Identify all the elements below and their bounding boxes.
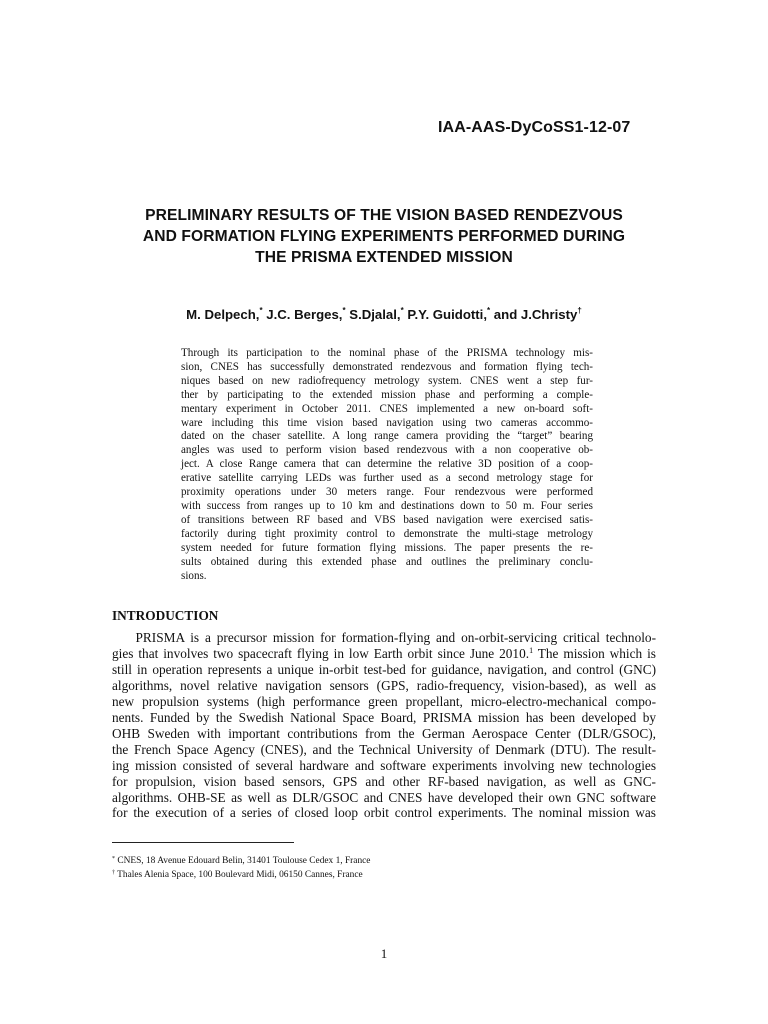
abstract	[181, 347, 593, 583]
abstract-line: with success from ranges up to 10 km and destinations down to 50 m. Four series	[181, 499, 593, 512]
author-mark: *	[259, 306, 263, 315]
body-line-text: gies that involves two spacecraft flying in low Earth orbit since June 2010.	[112, 645, 530, 661]
abstract-line: mentary experiment in October 2011. CNES implemented a new on-board soft-	[181, 402, 593, 415]
footnote-mark: *	[112, 856, 115, 862]
body-line: for propulsion, vision based sensors, GPS and other RF-based navigation, as well as GNC-	[112, 773, 656, 789]
abstract-line: factorily during tight proximity control to demonstrate the multi-stage metrology	[181, 527, 593, 540]
title-line: PRELIMINARY RESULTS OF THE VISION BASED RENDEZVOUS	[145, 207, 623, 224]
abstract-line: ware including this time vision based navigation using two cameras accommo-	[181, 416, 593, 429]
author-mark: *	[400, 306, 404, 315]
abstract-line: system needed for future formation flying missions. The paper presents the re-	[181, 541, 593, 554]
footnote	[112, 869, 370, 883]
abstract-line: angles was used to perform vision based rendezvous with a non cooperative ob-	[181, 444, 593, 457]
title-line: THE PRISMA EXTENDED MISSION	[255, 249, 513, 266]
author-name: and J.Christy	[490, 307, 578, 322]
citation-mark: 1	[529, 645, 534, 655]
body-line	[112, 646, 656, 662]
body-line: PRISMA is a precursor mission for formation-flying and on-orbit-servicing critical technolo-	[112, 630, 656, 645]
author-name: J.C. Berges,	[262, 307, 343, 322]
body-line: nents. Funded by the Swedish National Space Board, PRISMA mission has been developed by	[112, 709, 656, 725]
body-line: for the execution of a series of closed loop orbit control experiments. The nominal mission was	[112, 805, 656, 821]
footnote	[112, 855, 370, 869]
body-line: algorithms, novel relative navigation sensors (GPS, radio-frequency, vision-based), as well as	[112, 677, 656, 693]
introduction-body	[112, 630, 656, 821]
body-line: algorithms. OHB-SE as well as DLR/GSOC and CNES have developed their own GNC software	[112, 789, 656, 805]
body-line: new propulsion systems (high performance green propellant, micro-electro-mechanical compo-	[112, 693, 656, 709]
author-name: P.Y. Guidotti,	[403, 307, 488, 322]
abstract-line: Through its participation to the nominal phase of the PRISMA technology mis-	[181, 347, 593, 359]
section-heading: INTRODUCTION	[112, 608, 219, 623]
paper-id: IAA-AAS-DyCoSS1-12-07	[438, 119, 631, 136]
abstract-line: ject. A close Range camera that can determine the relative 3D position of a coop-	[181, 458, 593, 471]
abstract-line: niques based on new radiofrequency metrology system. CNES went a step fur-	[181, 374, 593, 387]
footnote-mark: †	[112, 869, 115, 876]
abstract-line: of transitions between RF based and VBS based navigation were exercised satis-	[181, 513, 593, 526]
author-mark: *	[487, 306, 491, 315]
footnotes	[112, 855, 370, 882]
abstract-line: erative satellite carrying LEDs was further used as a second metrology stage for	[181, 472, 593, 485]
page-number: 1	[380, 946, 388, 961]
abstract-line: sults obtained during this extended phase and outlines the preliminary conclu-	[181, 555, 593, 568]
author-name: S.Djalal,	[345, 307, 401, 322]
body-line: the French Space Agency (CNES), and the Technical University of Denmark (DTU). The result-	[112, 741, 656, 757]
author-list	[100, 307, 668, 322]
author-mark: *	[342, 306, 346, 315]
abstract-line: sions.	[181, 569, 207, 582]
footnote-text: Thales Alenia Space, 100 Boulevard Midi, 06150 Cannes, France	[115, 869, 363, 880]
paper-title	[98, 205, 670, 268]
footnote-text: CNES, 18 Avenue Edouard Belin, 31401 Toulouse Cedex 1, France	[115, 856, 371, 866]
body-line: OHB Sweden with important contributions from the German Aerospace Center (DLR/GSOC),	[112, 725, 656, 741]
body-line: still in operation represents a unique in-orbit test-bed for guidance, navigation, and control (GNC)	[112, 661, 656, 677]
body-line-text: The mission which is	[533, 645, 656, 661]
title-line: AND FORMATION FLYING EXPERIMENTS PERFORMED DURING	[142, 228, 626, 245]
author-mark: †	[577, 306, 582, 315]
author-name: M. Delpech,	[186, 307, 260, 322]
body-line: ing mission consisted of several hardware and software experiments involving new technologies	[112, 757, 656, 773]
abstract-line: dated on the chaser satellite. A long range camera providing the “target” bearing	[181, 430, 593, 443]
abstract-line: sion, CNES has successfully demonstrated rendezvous and formation flying tech-	[181, 360, 593, 373]
abstract-line: proximity operations under 30 meters range. Four rendezvous were performed	[181, 486, 593, 499]
abstract-line: ther by participating to the extended mission phase and performing a comple-	[181, 388, 593, 401]
footnote-divider	[112, 842, 294, 843]
